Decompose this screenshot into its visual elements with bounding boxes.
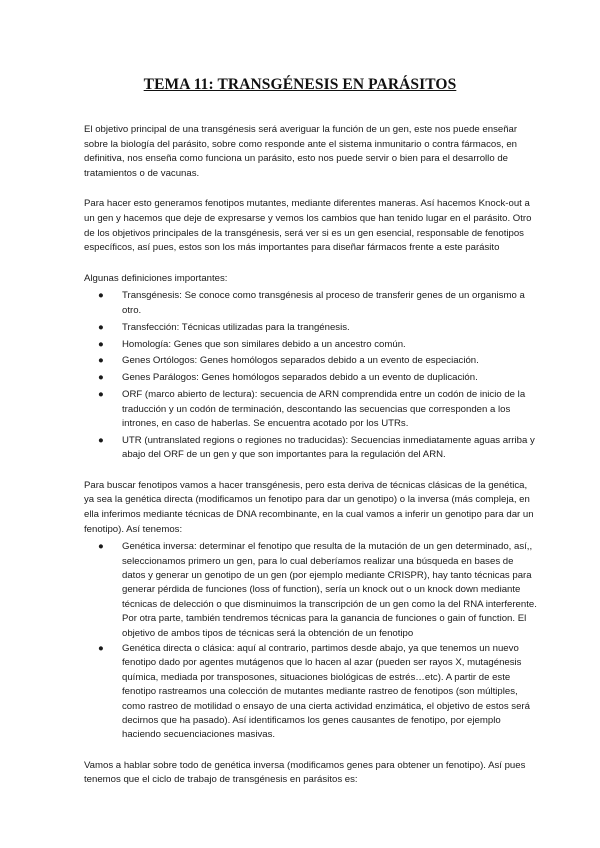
genetics-text: Genética inversa: determinar el fenotipo que resulta de la mutación de un gen determinado, así,, seleccionamos primero un gen, para lo cual deberíamos realizar una búsqueda en bases de datos y generar un genotipo de un gen (por ejemplo mediante CRISPR), hay tanto técnicas para generar pérdida de funciones (loss of function), sería un knock out o un knock down mediante técnicas de delección o que disminuimos la transcripción de un gen como la del RNA interferente. Por otra parte, también tendremos técnicas para la ganancia de funciones o gain of function. El objetivo de ambos tipos de técnicas será la obtención de un fenotipo: [122, 541, 537, 639]
bullet-icon: ●: [98, 541, 104, 553]
genetics-intro: Para buscar fenotipos vamos a hacer transgénesis, pero esta deriva de técnicas clásicas de la genética, ya sea la genética directa (modificamos un fenotipo para dar un genotipo) o la inversa (más compleja, en ella inferimos mediante técnicas de DNA recombinante, en la cual vamos a inferir un genotipo para dar un fenotipo). Así tenemos:: [84, 479, 534, 535]
genetics-text: Genética directa o clásica: aquí al contrario, partimos desde abajo, ya que tenemos un nuevo fenotipo dado por agentes mutágenos que lo hacen al azar (pueden ser rayos X, mutagénesis química, mediada por transposones, situaciones biológicas de estrés…etc). A partir de este fenotipo rastreamos una colección de mutantes mediante rastreo de fenotipos (son múltiples, como rastreo de motilidad o ensayo de una cierta actividad enzimática, el objetivo de estos será decirnos que ha pasado). Así identificamos los genes causantes de fenotipo, por ejemplo haciendo secuenciaciones masivas.: [122, 643, 530, 741]
page-title: TEMA 11: TRANSGÉNESIS EN PARÁSITOS: [143, 76, 457, 93]
bullet-icon: ●: [98, 338, 104, 350]
definition-text: Genes Parálogos: Genes homólogos separados debido a un evento de duplicación.: [122, 372, 478, 384]
definition-text: Transfección: Técnicas utilizadas para la trangénesis.: [122, 321, 350, 333]
list-item: [98, 434, 538, 463]
list-item: [98, 388, 538, 431]
definitions-list: [84, 289, 538, 462]
bullet-icon: ●: [98, 290, 104, 302]
bullet-icon: ●: [98, 321, 104, 333]
document-body: [84, 123, 538, 804]
definition-text: Genes Ortólogos: Genes homólogos separados debido a un evento de especiación.: [122, 355, 479, 367]
definition-text: UTR (untranslated regions o regiones no traducidas): Secuencias inmediatamente aguas arriba y abajo del ORF de un gen y que son importantes para la regulación del ARN.: [122, 435, 535, 461]
closing-paragraph: Vamos a hablar sobre todo de genética inversa (modificamos genes para obtener un fenotipo). Así pues tenemos que el ciclo de trabajo de transgénesis en parásitos es:: [84, 759, 526, 786]
definition-text: Transgénesis: Se conoce como transgénesis al proceso de transferir genes de un organismo a otro.: [122, 290, 525, 316]
list-item: [98, 354, 538, 368]
definition-text: ORF (marco abierto de lectura): secuencia de ARN comprendida entre un codón de inicio de la traducción y un codón de terminación, descontando las secuencias que corresponden a los intrones, en caso de haberlas. Se encuentra acotado por los UTRs.: [122, 389, 526, 430]
intro-paragraph: El objetivo principal de una transgénesis será averiguar la función de un gen, este nos puede enseñar sobre la biología del parásito, sobre como responde ante el sistema inmunitario o contra fármacos, en definitiva, nos enseña como funciona un parásito, esto nos puede servir o bien para el desarrollo de tratamientos o de vacunas.: [84, 124, 518, 179]
bullet-icon: ●: [98, 643, 104, 655]
phenotype-paragraph: Para hacer esto generamos fenotipos mutantes, mediante diferentes maneras. Así hacemos Knock-out a un gen y hacemos que deje de expresarse y vemos los cambios que han tenido lugar en el parásito. Otro de los objetivos principales de la transgénesis, será ver si es un gen esencial, responsable de fenotipos específicos, así pues, estos son los más importantes para diseñar fármacos frente a este parásito: [84, 198, 532, 254]
list-item: [98, 289, 538, 318]
list-item: [98, 321, 538, 335]
genetics-list: [84, 540, 538, 743]
bullet-icon: ●: [98, 389, 104, 401]
definitions-intro: Algunas definiciones importantes:: [84, 272, 228, 284]
definition-text: Homología: Genes que son similares debido a un ancestro común.: [122, 338, 406, 350]
bullet-icon: ●: [98, 435, 104, 446]
list-item: [98, 642, 538, 743]
list-item: [98, 371, 538, 385]
list-item: [98, 540, 538, 641]
bullet-icon: ●: [98, 372, 104, 384]
bullet-icon: ●: [98, 355, 104, 367]
list-item: [98, 338, 538, 352]
